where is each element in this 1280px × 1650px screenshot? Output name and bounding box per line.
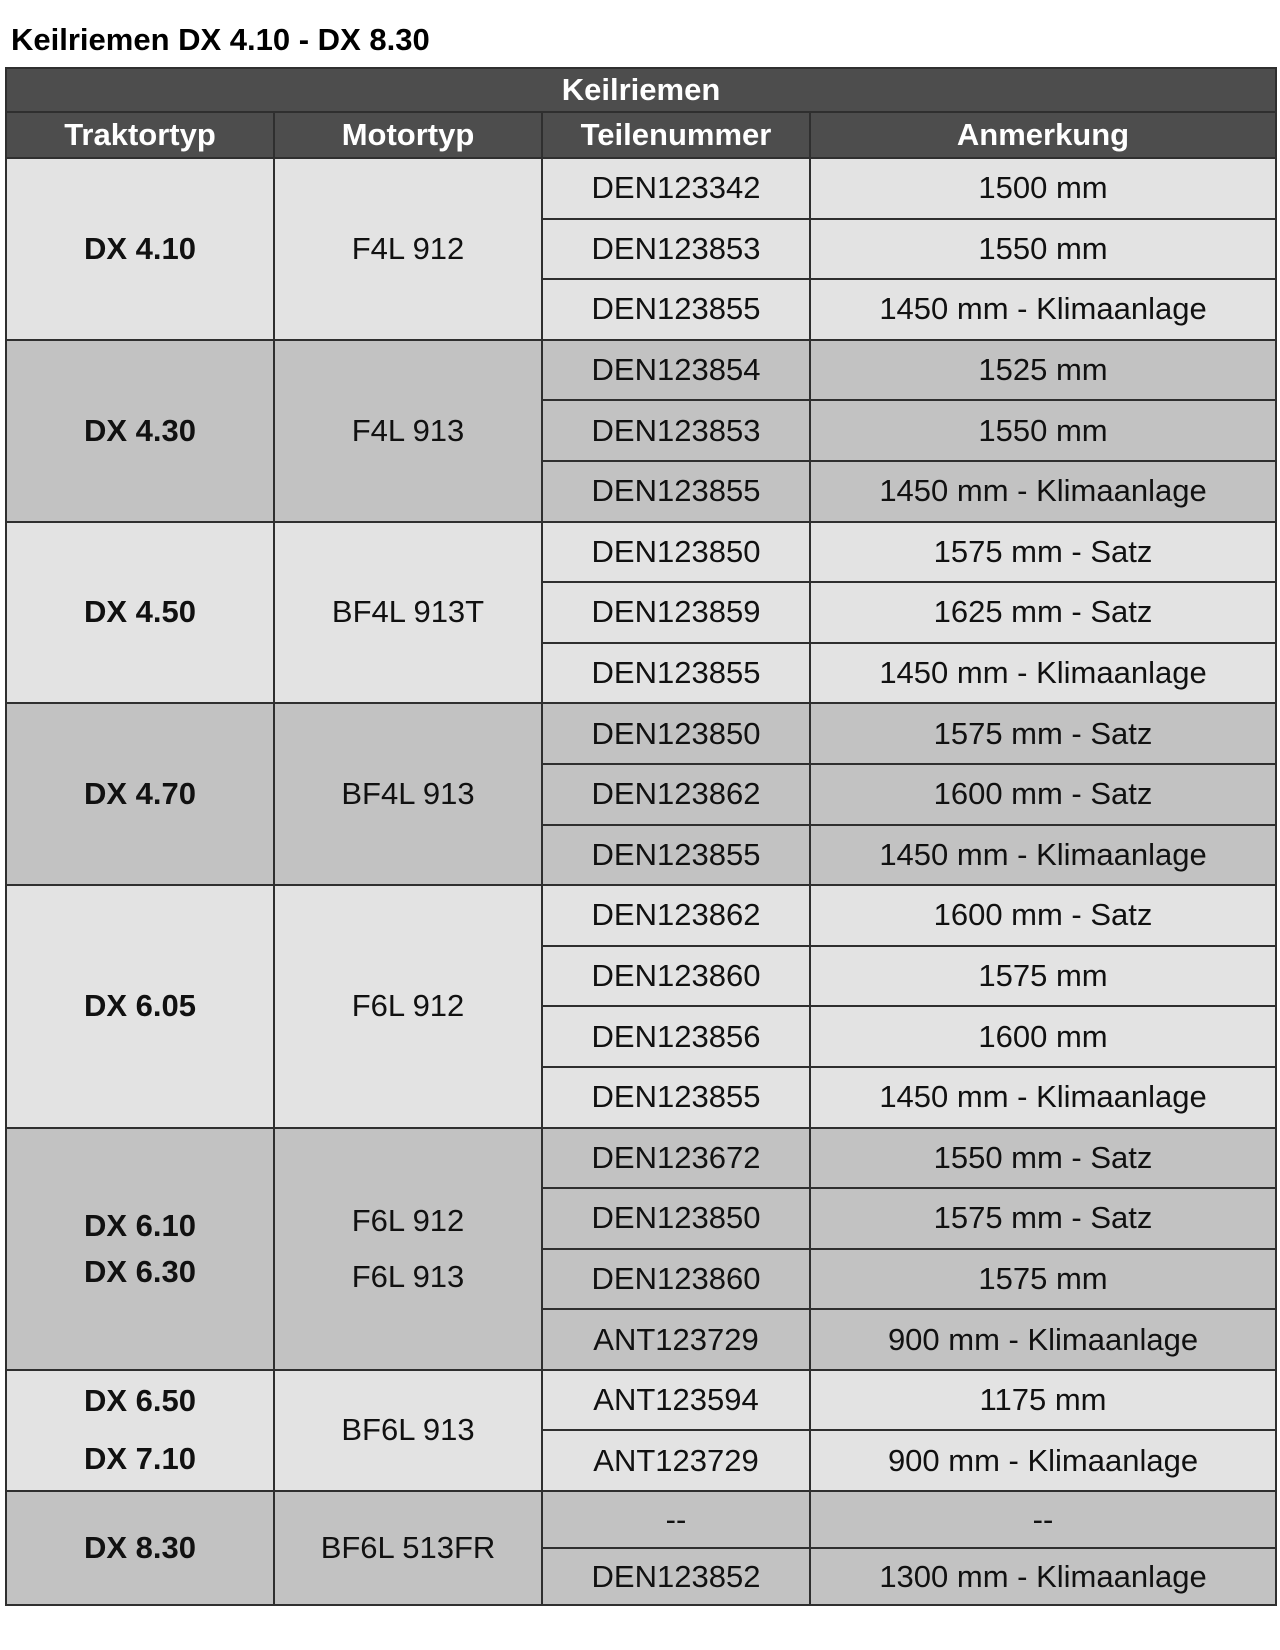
tractor-cell: DX 6.10 DX 6.30 [6, 1128, 274, 1370]
part-number-cell: DEN123854 [542, 340, 810, 401]
v-belt-table [5, 67, 1277, 1606]
note-cell: 1525 mm [810, 340, 1276, 401]
motor-cell: BF4L 913T [274, 522, 542, 704]
part-number-cell: ANT123729 [542, 1430, 810, 1491]
part-number-cell: DEN123853 [542, 400, 810, 461]
part-number-cell: DEN123862 [542, 764, 810, 825]
group-dx-8-30 [6, 1491, 1276, 1605]
group-dx-6-50-7-10 [6, 1370, 1276, 1491]
part-number-cell: DEN123855 [542, 461, 810, 522]
part-number-cell: ANT123729 [542, 1309, 810, 1370]
note-cell: 1450 mm - Klimaanlage [810, 825, 1276, 886]
tractor-cell: DX 4.10 [6, 158, 274, 340]
motor-cell: BF6L 513FR [274, 1491, 542, 1605]
note-cell: 1450 mm - Klimaanlage [810, 461, 1276, 522]
note-cell: 1175 mm [810, 1370, 1276, 1431]
tractor-cell: DX 6.50 DX 7.10 [6, 1370, 274, 1491]
part-number-cell: DEN123855 [542, 279, 810, 340]
header-teilenummer: Teilenummer [542, 112, 810, 158]
motor-cell: F4L 913 [274, 340, 542, 522]
note-cell: 1575 mm - Satz [810, 1188, 1276, 1249]
note-cell: 1575 mm - Satz [810, 703, 1276, 764]
part-number-cell: -- [542, 1491, 810, 1548]
motor-cell: F6L 912 [274, 885, 542, 1127]
part-number-cell: DEN123850 [542, 703, 810, 764]
note-cell: 1625 mm - Satz [810, 582, 1276, 643]
motor-cell: BF6L 913 [274, 1370, 542, 1491]
note-cell: 1500 mm [810, 158, 1276, 219]
note-cell: 1575 mm [810, 1249, 1276, 1310]
tractor-cell: DX 8.30 [6, 1491, 274, 1605]
part-number-cell: DEN123855 [542, 825, 810, 886]
note-cell: 1450 mm - Klimaanlage [810, 1067, 1276, 1128]
note-cell: 900 mm - Klimaanlage [810, 1430, 1276, 1491]
part-number-cell: DEN123855 [542, 1067, 810, 1128]
table-row [6, 522, 1276, 583]
group-dx-6-05 [6, 885, 1276, 1127]
group-dx-4-50 [6, 522, 1276, 704]
header-motortyp: Motortyp [274, 112, 542, 158]
note-cell: -- [810, 1491, 1276, 1548]
page-title: Keilriemen DX 4.10 - DX 8.30 [11, 22, 430, 57]
motor-cell: F6L 912 F6L 913 [274, 1128, 542, 1370]
part-number-cell: DEN123672 [542, 1128, 810, 1189]
part-number-cell: DEN123853 [542, 219, 810, 280]
tractor-cell: DX 4.30 [6, 340, 274, 522]
note-cell: 1450 mm - Klimaanlage [810, 279, 1276, 340]
tractor-cell: DX 4.50 [6, 522, 274, 704]
part-number-cell: DEN123342 [542, 158, 810, 219]
note-cell: 1550 mm [810, 400, 1276, 461]
group-dx-6-10-6-30 [6, 1128, 1276, 1370]
part-number-cell: DEN123855 [542, 643, 810, 704]
note-cell: 1550 mm [810, 219, 1276, 280]
part-number-cell: DEN123862 [542, 885, 810, 946]
table-caption: Keilriemen [6, 68, 1276, 112]
note-cell: 1300 mm - Klimaanlage [810, 1548, 1276, 1605]
motor-cell: BF4L 913 [274, 703, 542, 885]
table-row [6, 1128, 1276, 1189]
part-number-cell: ANT123594 [542, 1370, 810, 1431]
table-row [6, 158, 1276, 219]
group-dx-4-10 [6, 158, 1276, 340]
part-number-cell: DEN123852 [542, 1548, 810, 1605]
note-cell: 1550 mm - Satz [810, 1128, 1276, 1189]
part-number-cell: DEN123860 [542, 946, 810, 1007]
part-number-cell: DEN123856 [542, 1006, 810, 1067]
table-row [6, 703, 1276, 764]
part-number-cell: DEN123859 [542, 582, 810, 643]
note-cell: 1600 mm - Satz [810, 885, 1276, 946]
group-dx-4-30 [6, 340, 1276, 522]
note-cell: 1600 mm [810, 1006, 1276, 1067]
table-row [6, 340, 1276, 401]
note-cell: 900 mm - Klimaanlage [810, 1309, 1276, 1370]
group-dx-4-70 [6, 703, 1276, 885]
tractor-cell: DX 4.70 [6, 703, 274, 885]
part-number-cell: DEN123850 [542, 1188, 810, 1249]
part-number-cell: DEN123850 [542, 522, 810, 583]
header-traktortyp: Traktortyp [6, 112, 274, 158]
note-cell: 1575 mm [810, 946, 1276, 1007]
part-number-cell: DEN123860 [542, 1249, 810, 1310]
note-cell: 1600 mm - Satz [810, 764, 1276, 825]
header-anmerkung: Anmerkung [810, 112, 1276, 158]
note-cell: 1450 mm - Klimaanlage [810, 643, 1276, 704]
table-row [6, 1491, 1276, 1548]
table-row [6, 885, 1276, 946]
note-cell: 1575 mm - Satz [810, 522, 1276, 583]
tractor-cell: DX 6.05 [6, 885, 274, 1127]
table-row [6, 1370, 1276, 1431]
motor-cell: F4L 912 [274, 158, 542, 340]
